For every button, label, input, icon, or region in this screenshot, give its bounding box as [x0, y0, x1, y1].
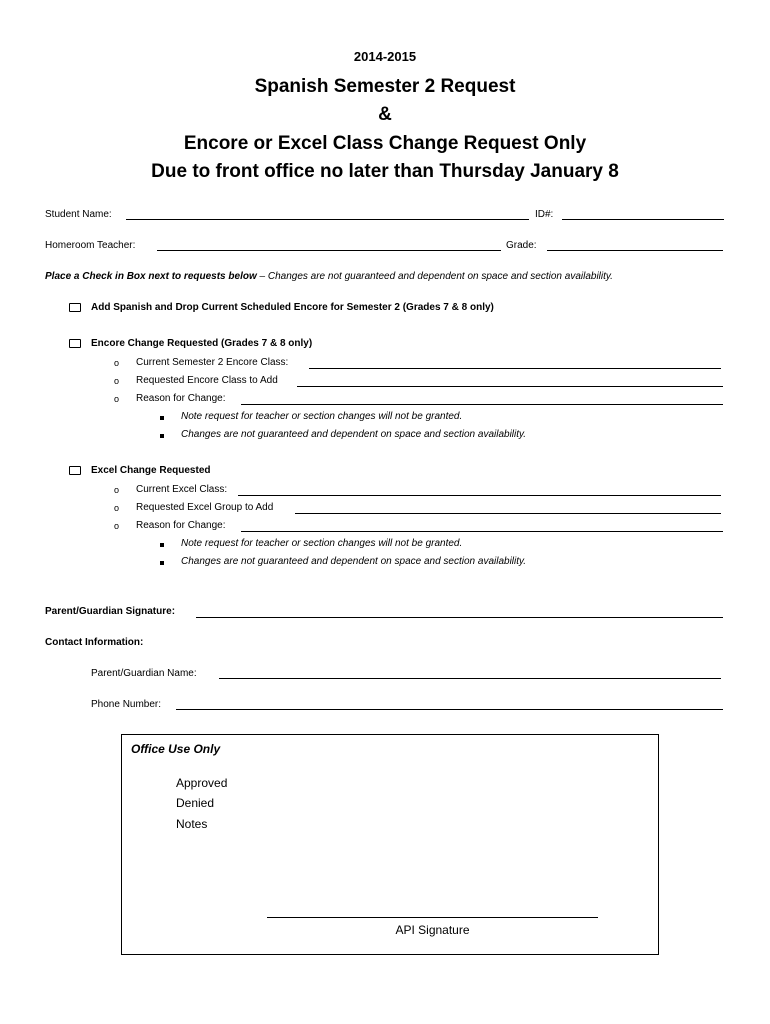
spanish-option-label: Add Spanish and Drop Current Scheduled Encore for Semester 2 (Grades 7 & 8 only) [91, 302, 494, 313]
grade-label: Grade: [506, 240, 537, 251]
encore-note-2: Changes are not guaranteed and dependent on space and section availability. [181, 429, 527, 440]
bullet: o [114, 394, 120, 404]
bullet: o [114, 376, 120, 386]
bullet: o [114, 521, 120, 531]
denied-label: Denied [176, 796, 215, 810]
form-title-line2: & [378, 104, 392, 125]
encore-note-1: Note request for teacher or section changes will not be granted. [181, 411, 463, 422]
excel-note-1: Note request for teacher or section changes will not be granted. [181, 538, 463, 549]
encore-reason-label: Reason for Change: [136, 393, 226, 404]
bullet: o [114, 503, 120, 513]
current-encore-class-label: Current Semester 2 Encore Class: [136, 357, 289, 368]
homeroom-teacher-field[interactable] [157, 250, 501, 251]
instructions-bold: Place a Check in Box next to requests below [45, 271, 257, 282]
grade-field[interactable] [547, 250, 723, 251]
current-excel-class-field[interactable] [238, 495, 721, 496]
api-signature-line[interactable] [267, 917, 598, 918]
form-title-line3: Encore or Excel Class Change Request Only [183, 133, 587, 154]
homeroom-teacher-label: Homeroom Teacher: [45, 240, 136, 251]
requested-encore-class-field[interactable] [297, 386, 723, 387]
spanish-checkbox[interactable] [69, 303, 81, 312]
contact-information-label: Contact Information: [45, 637, 144, 648]
excel-note-2: Changes are not guaranteed and dependent on space and section availability. [181, 556, 527, 567]
encore-change-label: Encore Change Requested (Grades 7 & 8 only) [91, 338, 313, 349]
requested-encore-class-label: Requested Encore Class to Add [136, 375, 278, 386]
square-bullet-icon [160, 416, 164, 420]
requested-excel-group-field[interactable] [295, 513, 721, 514]
approved-label: Approved [176, 776, 228, 790]
square-bullet-icon [160, 434, 164, 438]
excel-change-label: Excel Change Requested [91, 465, 211, 476]
instructions-rest: – Changes are not guaranteed and dependent on space and section availability. [256, 271, 613, 282]
form-title-line4: Due to front office no later than Thursday January 8 [151, 161, 619, 182]
student-name-label: Student Name: [45, 209, 112, 220]
bullet: o [114, 485, 120, 495]
excel-reason-field[interactable] [241, 531, 723, 532]
excel-change-checkbox[interactable] [69, 466, 81, 475]
encore-change-checkbox[interactable] [69, 339, 81, 348]
parent-signature-field[interactable] [196, 617, 723, 618]
parent-name-label: Parent/Guardian Name: [91, 668, 197, 679]
parent-name-field[interactable] [219, 678, 721, 679]
excel-reason-label: Reason for Change: [136, 520, 226, 531]
requested-excel-group-label: Requested Excel Group to Add [136, 502, 274, 513]
encore-reason-field[interactable] [241, 404, 723, 405]
current-excel-class-label: Current Excel Class: [136, 484, 228, 495]
phone-number-field[interactable] [176, 709, 723, 710]
id-field[interactable] [562, 219, 724, 220]
phone-number-label: Phone Number: [91, 699, 162, 710]
square-bullet-icon [160, 543, 164, 547]
bullet: o [114, 358, 120, 368]
instructions [45, 271, 613, 282]
office-use-box [121, 734, 659, 955]
office-use-heading: Office Use Only [131, 742, 221, 756]
student-name-field[interactable] [126, 219, 529, 220]
square-bullet-icon [160, 561, 164, 565]
id-label: ID#: [535, 209, 554, 220]
current-encore-class-field[interactable] [309, 368, 721, 369]
parent-signature-label: Parent/Guardian Signature: [45, 606, 176, 617]
form-title-line1: Spanish Semester 2 Request [254, 76, 516, 97]
school-year: 2014-2015 [353, 49, 417, 64]
notes-label: Notes [176, 817, 208, 831]
api-signature-label: API Signature [395, 923, 470, 937]
